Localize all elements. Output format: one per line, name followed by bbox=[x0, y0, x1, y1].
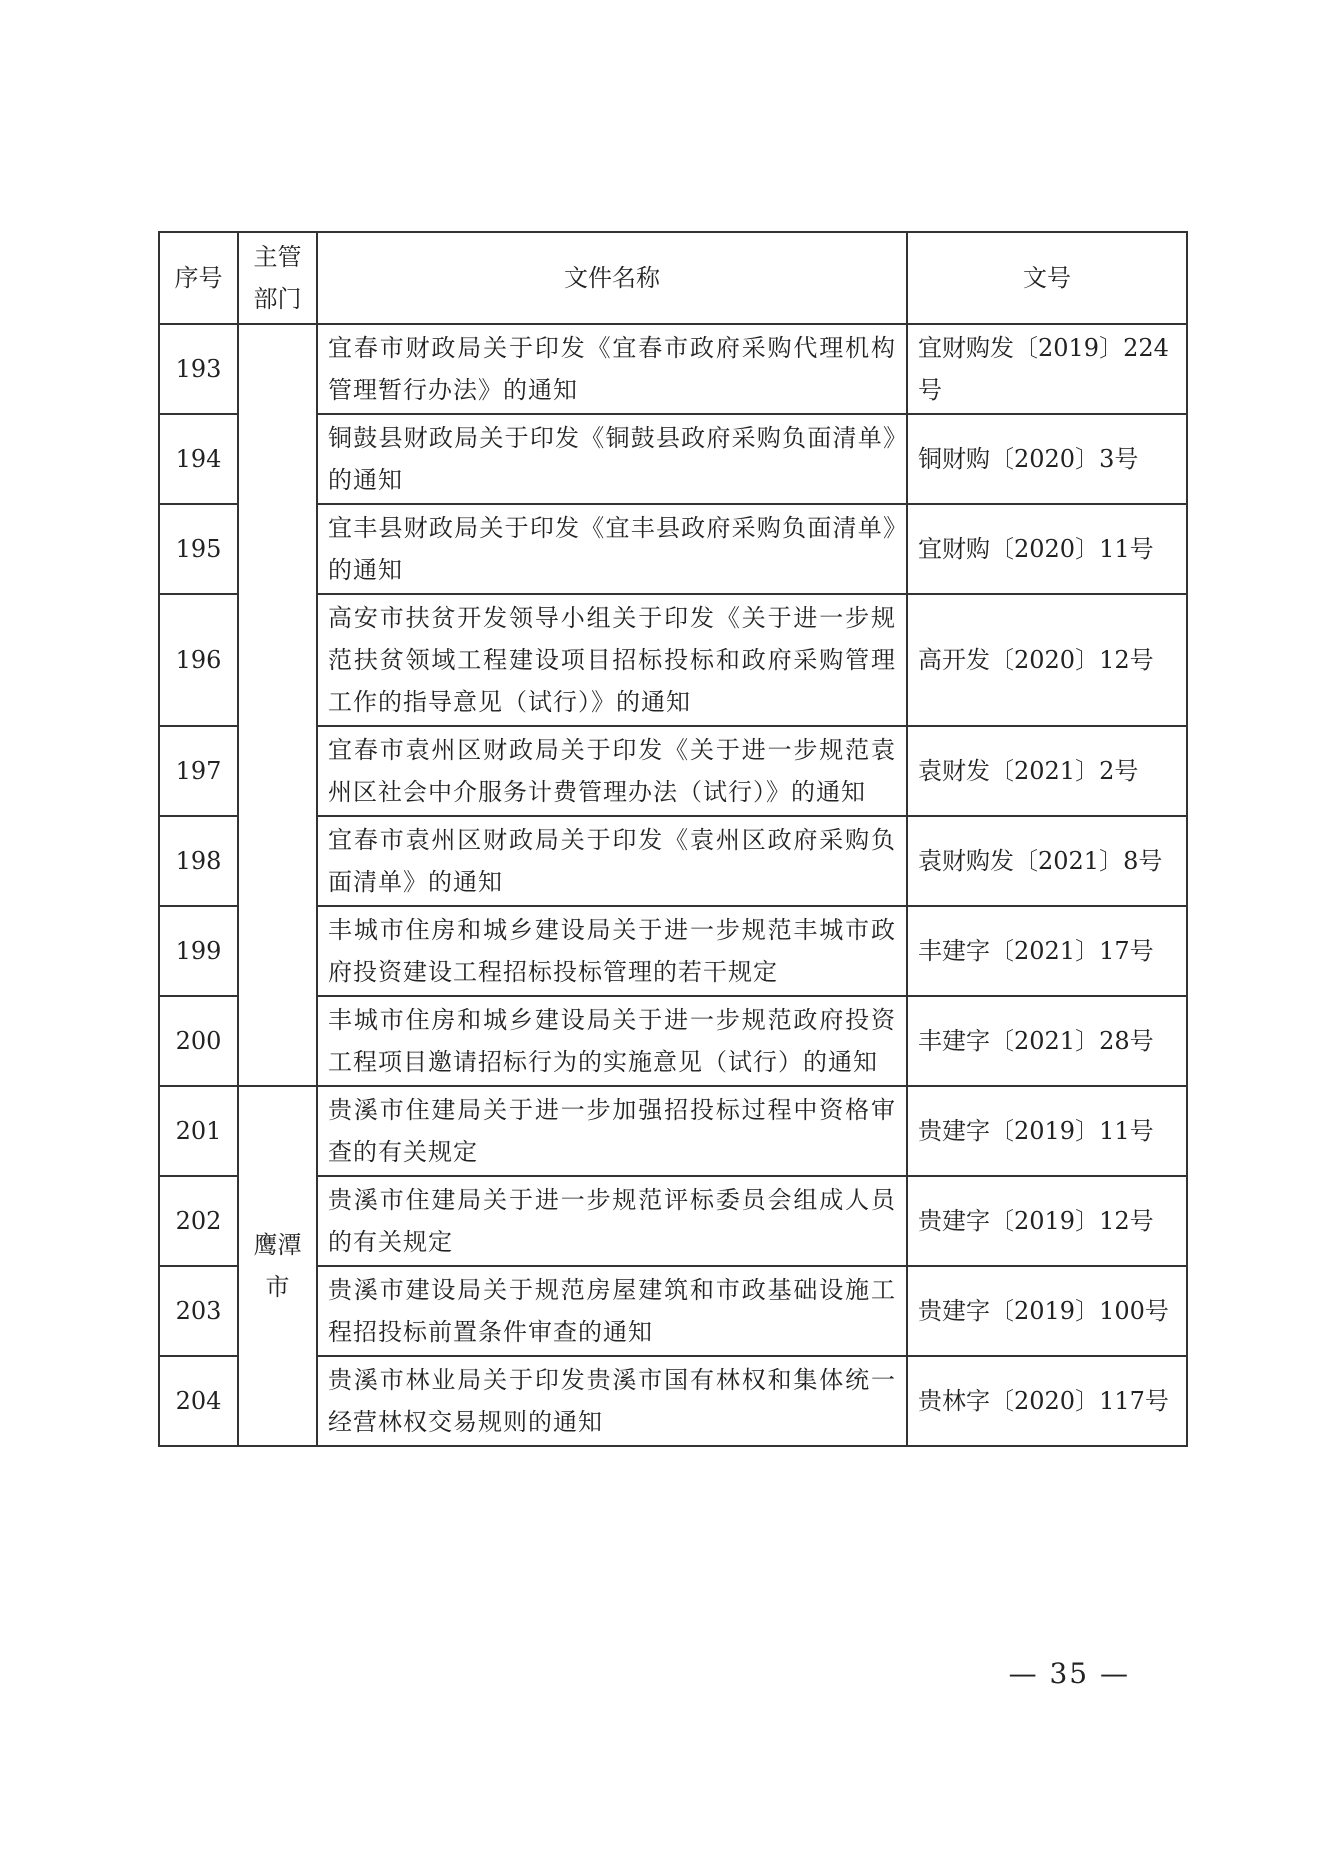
header-dept-label: 主管部门 bbox=[253, 243, 302, 313]
row-dept bbox=[238, 324, 317, 1086]
row-dept bbox=[238, 1086, 317, 1446]
row-seq: 201 bbox=[159, 1086, 238, 1176]
row-doc-no: 贵建字〔2019〕12号 bbox=[907, 1176, 1187, 1266]
row-title: 贵溪市住建局关于进一步加强招投标过程中资格审查的有关规定 bbox=[317, 1086, 907, 1176]
row-title: 贵溪市林业局关于印发贵溪市国有林权和集体统一经营林权交易规则的通知 bbox=[317, 1356, 907, 1446]
row-doc-no: 贵建字〔2019〕11号 bbox=[907, 1086, 1187, 1176]
row-title: 宜春市袁州区财政局关于印发《关于进一步规范袁州区社会中介服务计费管理办法（试行）》的通知 bbox=[317, 726, 907, 816]
row-title: 贵溪市建设局关于规范房屋建筑和市政基础设施工程招投标前置条件审查的通知 bbox=[317, 1266, 907, 1356]
row-doc-no: 高开发〔2020〕12号 bbox=[907, 594, 1187, 726]
row-seq: 202 bbox=[159, 1176, 238, 1266]
row-seq: 194 bbox=[159, 414, 238, 504]
table-row bbox=[159, 324, 1187, 414]
table-header-row bbox=[159, 232, 1187, 324]
row-title: 宜丰县财政局关于印发《宜丰县政府采购负面清单》的通知 bbox=[317, 504, 907, 594]
row-doc-no: 袁财发〔2021〕2号 bbox=[907, 726, 1187, 816]
header-dept bbox=[238, 232, 317, 324]
row-doc-no: 贵林字〔2020〕117号 bbox=[907, 1356, 1187, 1446]
row-title: 宜春市袁州区财政局关于印发《袁州区政府采购负面清单》的通知 bbox=[317, 816, 907, 906]
header-doc-no: 文号 bbox=[907, 232, 1187, 324]
row-seq: 203 bbox=[159, 1266, 238, 1356]
header-title: 文件名称 bbox=[317, 232, 907, 324]
row-seq: 196 bbox=[159, 594, 238, 726]
dept-name: 鹰潭市 bbox=[253, 1231, 302, 1301]
row-seq: 197 bbox=[159, 726, 238, 816]
table-body bbox=[159, 324, 1187, 1446]
row-title: 贵溪市住建局关于进一步规范评标委员会组成人员的有关规定 bbox=[317, 1176, 907, 1266]
row-seq: 198 bbox=[159, 816, 238, 906]
row-doc-no: 丰建字〔2021〕17号 bbox=[907, 906, 1187, 996]
row-seq: 193 bbox=[159, 324, 238, 414]
row-title: 宜春市财政局关于印发《宜春市政府采购代理机构管理暂行办法》的通知 bbox=[317, 324, 907, 414]
row-title: 丰城市住房和城乡建设局关于进一步规范政府投资工程项目邀请招标行为的实施意见（试行）的通知 bbox=[317, 996, 907, 1086]
row-title: 丰城市住房和城乡建设局关于进一步规范丰城市政府投资建设工程招标投标管理的若干规定 bbox=[317, 906, 907, 996]
row-seq: 199 bbox=[159, 906, 238, 996]
row-title: 铜鼓县财政局关于印发《铜鼓县政府采购负面清单》的通知 bbox=[317, 414, 907, 504]
row-doc-no: 铜财购〔2020〕3号 bbox=[907, 414, 1187, 504]
header-seq: 序号 bbox=[159, 232, 238, 324]
row-doc-no: 宜财购发〔2019〕224号 bbox=[907, 324, 1187, 414]
row-doc-no: 丰建字〔2021〕28号 bbox=[907, 996, 1187, 1086]
page-number: — 35 — bbox=[1008, 1657, 1130, 1690]
row-seq: 195 bbox=[159, 504, 238, 594]
row-doc-no: 袁财购发〔2021〕8号 bbox=[907, 816, 1187, 906]
row-title: 高安市扶贫开发领导小组关于印发《关于进一步规范扶贫领域工程建设项目招标投标和政府采购管理工作的指导意见（试行）》的通知 bbox=[317, 594, 907, 726]
row-seq: 200 bbox=[159, 996, 238, 1086]
row-doc-no: 宜财购〔2020〕11号 bbox=[907, 504, 1187, 594]
row-seq: 204 bbox=[159, 1356, 238, 1446]
table-row bbox=[159, 1086, 1187, 1176]
row-doc-no: 贵建字〔2019〕100号 bbox=[907, 1266, 1187, 1356]
regulation-table bbox=[158, 231, 1188, 1447]
